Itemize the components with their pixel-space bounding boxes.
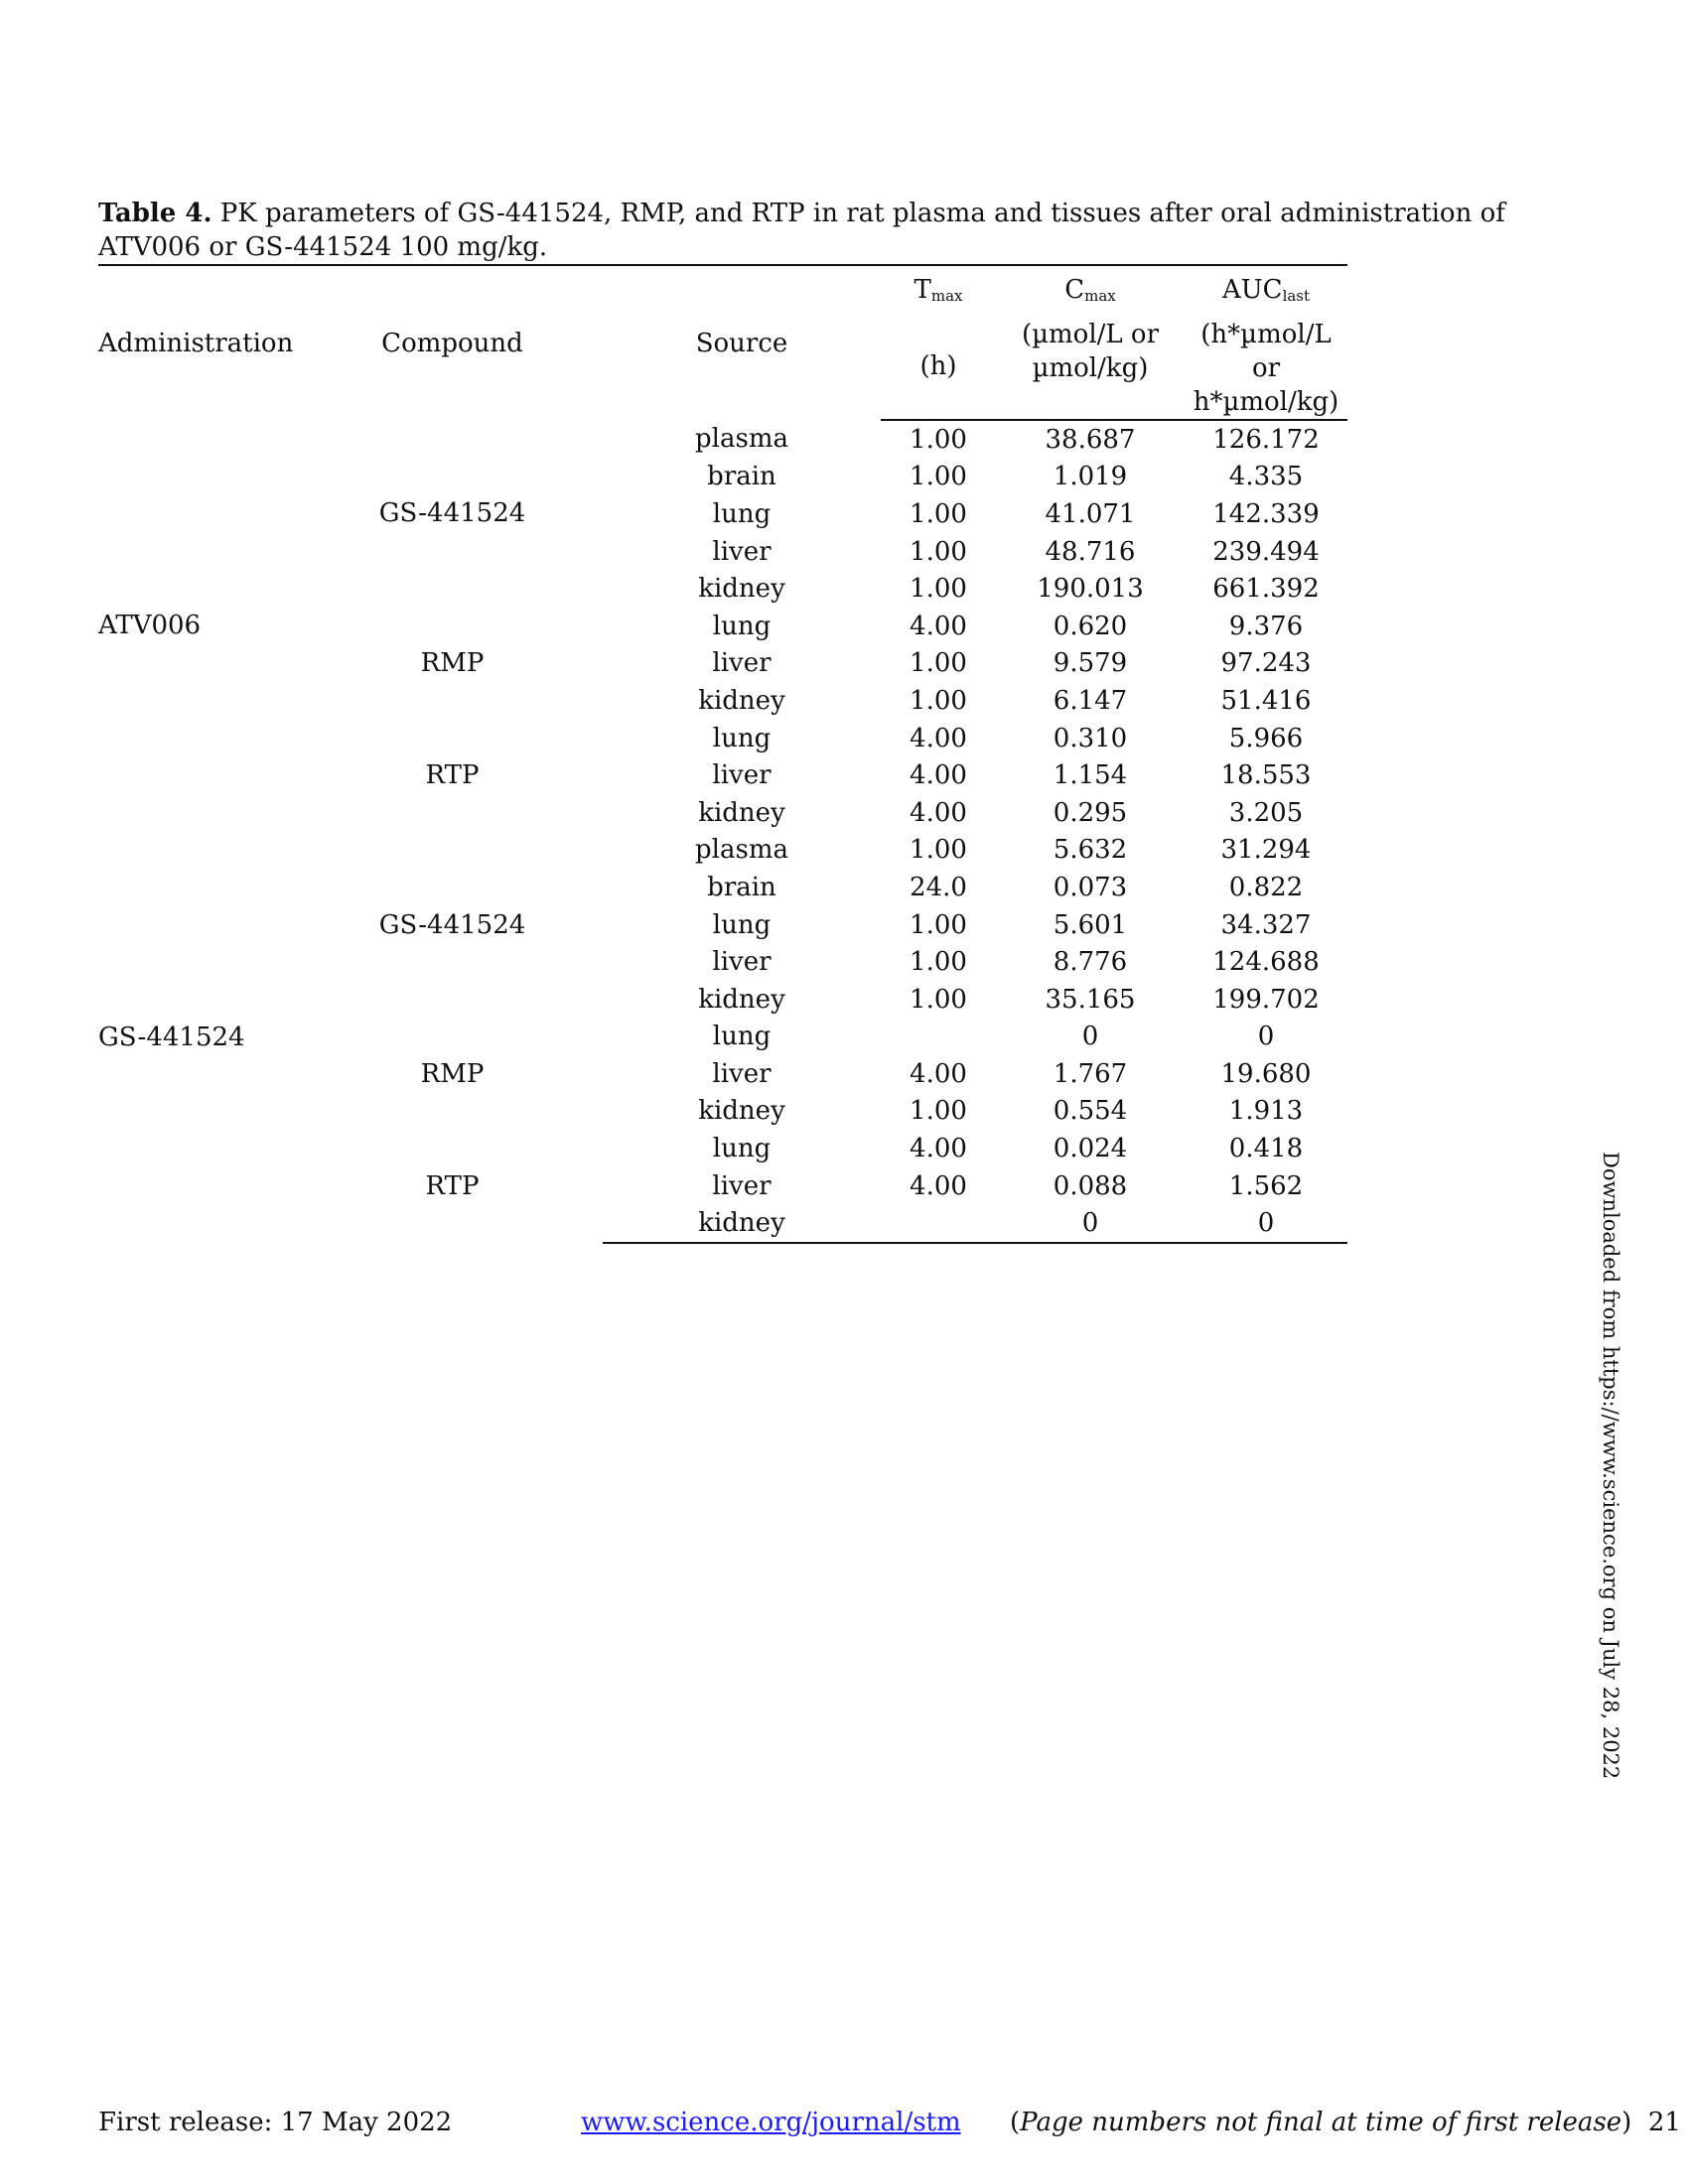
table-row <box>98 832 1347 870</box>
cell-tmax: 4.00 <box>910 611 967 641</box>
footer-note-close: ) <box>1621 2108 1632 2137</box>
header-tmax-unit: (h) <box>881 314 996 420</box>
cell-source: kidney <box>698 574 785 605</box>
table-body <box>98 420 1347 1243</box>
cell-cmax: 0.073 <box>1053 872 1128 902</box>
header-tmax <box>881 265 996 314</box>
cell-auc: 124.688 <box>1212 947 1320 978</box>
cell-tmax: 1.00 <box>910 947 967 978</box>
cell-tmax: 1.00 <box>910 835 967 866</box>
cell-tmax: 4.00 <box>910 1058 967 1089</box>
cell-auc: 9.376 <box>1228 611 1304 641</box>
cell-compound: RTP <box>425 1171 480 1202</box>
cell-auc: 1.913 <box>1228 1096 1304 1127</box>
cell-auc: 239.494 <box>1212 536 1320 567</box>
cell-source: plasma <box>695 835 788 866</box>
header-auc-sub: last <box>1282 287 1311 305</box>
cell-auc: 199.702 <box>1212 984 1320 1015</box>
cell-source: liver <box>712 1170 772 1201</box>
cell-source: lung <box>712 498 772 529</box>
download-note: Downloaded from https://www.science.org on July 28, 2022 <box>1599 1152 1622 1780</box>
cell-compound: RTP <box>425 760 480 791</box>
cell-auc: 1.562 <box>1228 1170 1304 1201</box>
cell-tmax: 1.00 <box>910 648 967 679</box>
cell-cmax: 0.310 <box>1053 723 1128 753</box>
cell-tmax: 1.00 <box>910 984 967 1015</box>
cell-cmax: 0.295 <box>1053 797 1128 828</box>
cell-tmax: 1.00 <box>910 1096 967 1127</box>
cell-tmax: 1.00 <box>910 909 967 940</box>
cell-cmax: 0.088 <box>1053 1170 1128 1201</box>
cell-cmax: 1.019 <box>1053 462 1128 492</box>
cell-source: brain <box>707 462 776 492</box>
cell-compound: RMP <box>420 1058 485 1089</box>
cell-administration: GS-441524 <box>98 1022 245 1052</box>
table-label: Table 4. <box>98 199 212 228</box>
cell-auc: 0 <box>1257 1022 1275 1052</box>
cell-source: kidney <box>603 1204 881 1243</box>
cell-auc: 0.418 <box>1228 1134 1304 1164</box>
cell-cmax: 0.024 <box>1053 1134 1128 1164</box>
header-auc-unit: (h*µmol/L or h*µmol/kg) <box>1185 314 1347 420</box>
footer-page-number: 21 <box>1647 2108 1681 2137</box>
cell-source: plasma <box>695 424 788 455</box>
cell-source: kidney <box>698 984 785 1015</box>
cell-source: liver <box>712 760 772 791</box>
header-administration: Administration <box>98 265 302 420</box>
cell-tmax: 4.00 <box>910 760 967 791</box>
cell-source: kidney <box>698 797 785 828</box>
cell-cmax: 0 <box>1081 1022 1099 1052</box>
cell-auc: 18.553 <box>1220 760 1312 791</box>
footer-note-open: ( <box>1010 2108 1021 2137</box>
cell-source: lung <box>712 1134 772 1164</box>
header-compound: Compound <box>302 265 603 420</box>
cell-tmax: 1.00 <box>910 685 967 716</box>
footer-note-text: Page numbers not final at time of first release <box>1020 2108 1622 2137</box>
cell-auc: 31.294 <box>1220 835 1312 866</box>
cell-auc: 5.966 <box>1228 723 1304 753</box>
cell-cmax: 0 <box>996 1204 1185 1243</box>
cell-tmax: 4.00 <box>910 1134 967 1164</box>
cell-cmax: 9.579 <box>1053 648 1128 679</box>
header-tmax-sub: max <box>930 287 963 305</box>
cell-cmax: 0.620 <box>1053 611 1128 641</box>
cell-cmax: 1.154 <box>1053 760 1128 791</box>
cell-auc: 0 <box>1185 1204 1347 1243</box>
cell-compound: GS-441524 <box>378 909 526 940</box>
header-cmax-symbol: C <box>1064 275 1085 305</box>
cell-auc: 19.680 <box>1220 1058 1312 1089</box>
footer-page-note <box>1010 2108 1681 2137</box>
cell-compound: GS-441524 <box>378 498 526 529</box>
cell-cmax: 48.716 <box>1045 536 1136 567</box>
cell-cmax: 1.767 <box>1053 1058 1128 1089</box>
cell-auc: 661.392 <box>1212 574 1320 605</box>
cell-source: lung <box>712 1022 772 1052</box>
footer-release-date: First release: 17 May 2022 <box>98 2108 453 2137</box>
cell-tmax: 4.00 <box>910 1170 967 1201</box>
cell-source: liver <box>712 947 772 978</box>
cell-source: lung <box>712 723 772 753</box>
cell-source: lung <box>712 909 772 940</box>
cell-source: liver <box>712 648 772 679</box>
pk-parameters-table <box>98 264 1347 1244</box>
cell-auc: 126.172 <box>1212 424 1320 455</box>
cell-cmax: 190.013 <box>1037 574 1144 605</box>
cell-source: brain <box>707 872 776 902</box>
cell-tmax: 24.0 <box>910 872 967 902</box>
table-caption-text: PK parameters of GS-441524, RMP, and RTP in rat plasma and tissues after oral administration of ATV006 or GS-441524 100 mg/kg. <box>98 199 1505 262</box>
cell-source: kidney <box>698 685 785 716</box>
header-cmax-sub: max <box>1084 287 1116 305</box>
cell-auc: 0.822 <box>1228 872 1304 902</box>
cell-tmax: 4.00 <box>910 797 967 828</box>
header-auc-symbol: AUC <box>1221 275 1283 305</box>
cell-tmax <box>881 1204 996 1243</box>
cell-auc: 97.243 <box>1220 648 1312 679</box>
cell-administration: ATV006 <box>98 611 202 641</box>
cell-cmax: 5.632 <box>1053 835 1128 866</box>
cell-compound: RMP <box>420 648 485 679</box>
cell-tmax: 1.00 <box>910 462 967 492</box>
header-tmax-symbol: T <box>914 275 931 305</box>
cell-tmax: 1.00 <box>910 574 967 605</box>
cell-cmax: 38.687 <box>1045 424 1136 455</box>
cell-tmax: 1.00 <box>910 536 967 567</box>
footer-journal-link[interactable]: www.science.org/journal/stm <box>581 2108 961 2137</box>
cell-auc: 34.327 <box>1220 909 1312 940</box>
table-caption <box>98 197 1588 264</box>
cell-tmax: 1.00 <box>910 498 967 529</box>
header-auc <box>1185 265 1347 314</box>
cell-auc: 51.416 <box>1220 685 1312 716</box>
cell-source: liver <box>712 1058 772 1089</box>
cell-tmax <box>881 1019 996 1056</box>
cell-source: liver <box>712 536 772 567</box>
cell-auc: 3.205 <box>1228 797 1304 828</box>
table-row <box>98 420 1347 459</box>
cell-tmax: 4.00 <box>910 723 967 753</box>
cell-tmax: 1.00 <box>910 424 967 455</box>
cell-cmax: 6.147 <box>1053 685 1128 716</box>
cell-auc: 142.339 <box>1212 498 1320 529</box>
cell-cmax: 0.554 <box>1053 1096 1128 1127</box>
header-source: Source <box>603 265 881 420</box>
cell-auc: 4.335 <box>1228 462 1304 492</box>
cell-cmax: 8.776 <box>1053 947 1128 978</box>
cell-cmax: 35.165 <box>1045 984 1136 1015</box>
cell-cmax: 41.071 <box>1045 498 1136 529</box>
cell-source: lung <box>712 611 772 641</box>
header-cmax-unit: (µmol/L or µmol/kg) <box>996 314 1185 420</box>
header-cmax <box>996 265 1185 314</box>
cell-source: kidney <box>698 1096 785 1127</box>
cell-cmax: 5.601 <box>1053 909 1128 940</box>
